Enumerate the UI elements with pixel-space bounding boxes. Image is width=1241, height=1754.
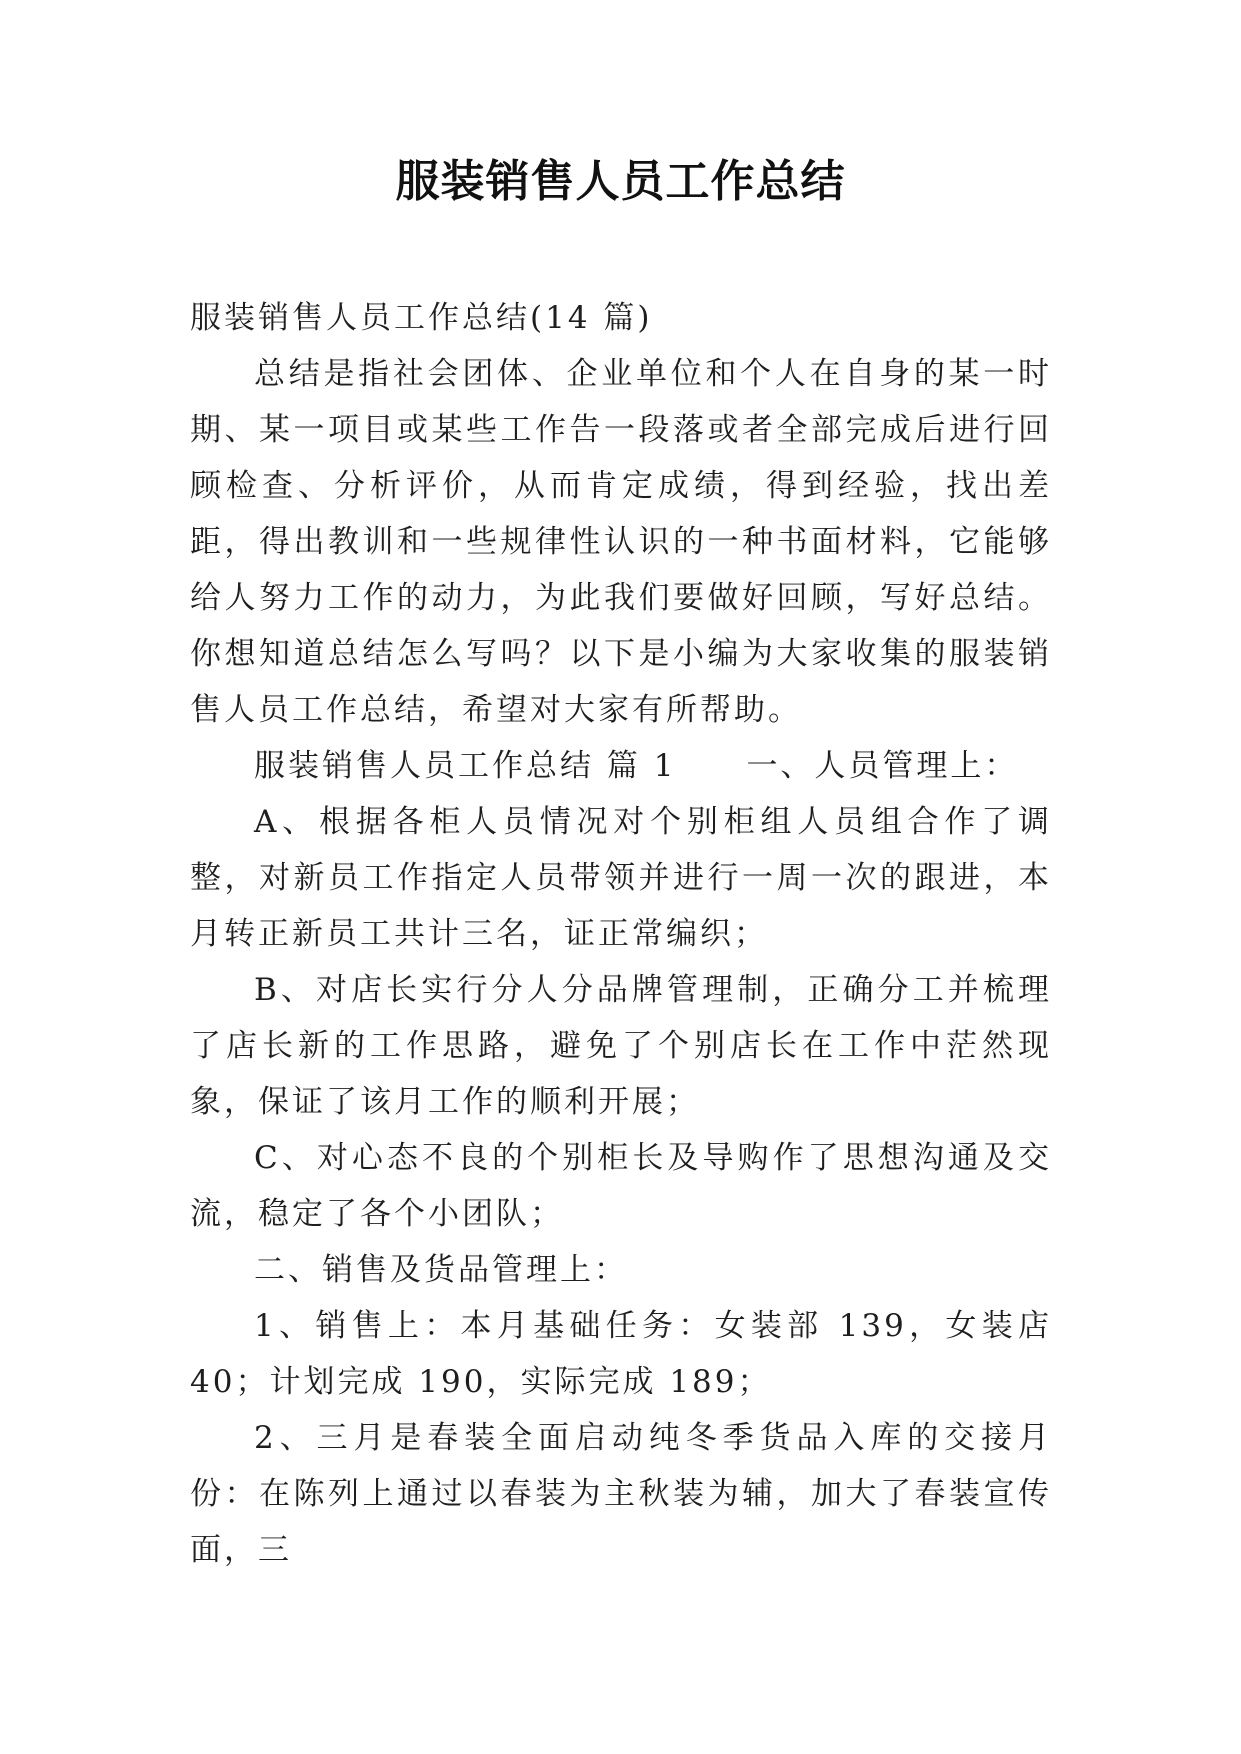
item-c-paragraph: C、对心态不良的个别柜长及导购作了思想沟通及交流，稳定了各个小团队； [190,1140,1052,1232]
item-2-paragraph: 2、三月是春装全面启动纯冬季货品入库的交接月份：在陈列上通过以春装为主秋装为辅，加大了春装宣传面，三 [190,1420,1052,1568]
item-1-paragraph: 1、销售上：本月基础任务：女装部 139，女装店 40；计划完成 190，实际完成 189； [190,1308,1052,1400]
document-title: 服装销售人员工作总结 [395,156,846,207]
item-b-paragraph: B、对店长实行分人分品牌管理制，正确分工并梳理了店长新的工作思路，避免了个别店长在工作中茫然现象，保证了该月工作的顺利开展； [190,972,1052,1120]
document-subtitle: 服装销售人员工作总结(14 篇) [190,300,653,336]
intro-paragraph: 总结是指社会团体、企业单位和个人在自身的某一时期、某一项目或某些工作告一段落或者全部完成后进行回顾检查、分析评价，从而肯定成绩，得到经验，找出差距，得出教训和一些规律性认识的一种书面材料，它能够给人努力工作的动力，为此我们要做好回顾，写好总结。你想知道总结怎么写吗？以下是小编为大家收集的服装销售人员工作总结，希望对大家有所帮助。 [190,356,1052,728]
item-a-paragraph: A、根据各柜人员情况对个别柜组人员组合作了调整，对新员工作指定人员带领并进行一周一次的跟进，本月转正新员工共计三名，证正常编织； [190,804,1052,952]
section-heading-line [190,738,1052,794]
section-title: 服装销售人员工作总结 篇 1 [254,748,677,784]
section-heading-personnel: 一、人员管理上： [746,748,1019,784]
document-body [190,290,1052,1578]
section-heading-sales: 二、销售及货品管理上： [254,1252,628,1288]
